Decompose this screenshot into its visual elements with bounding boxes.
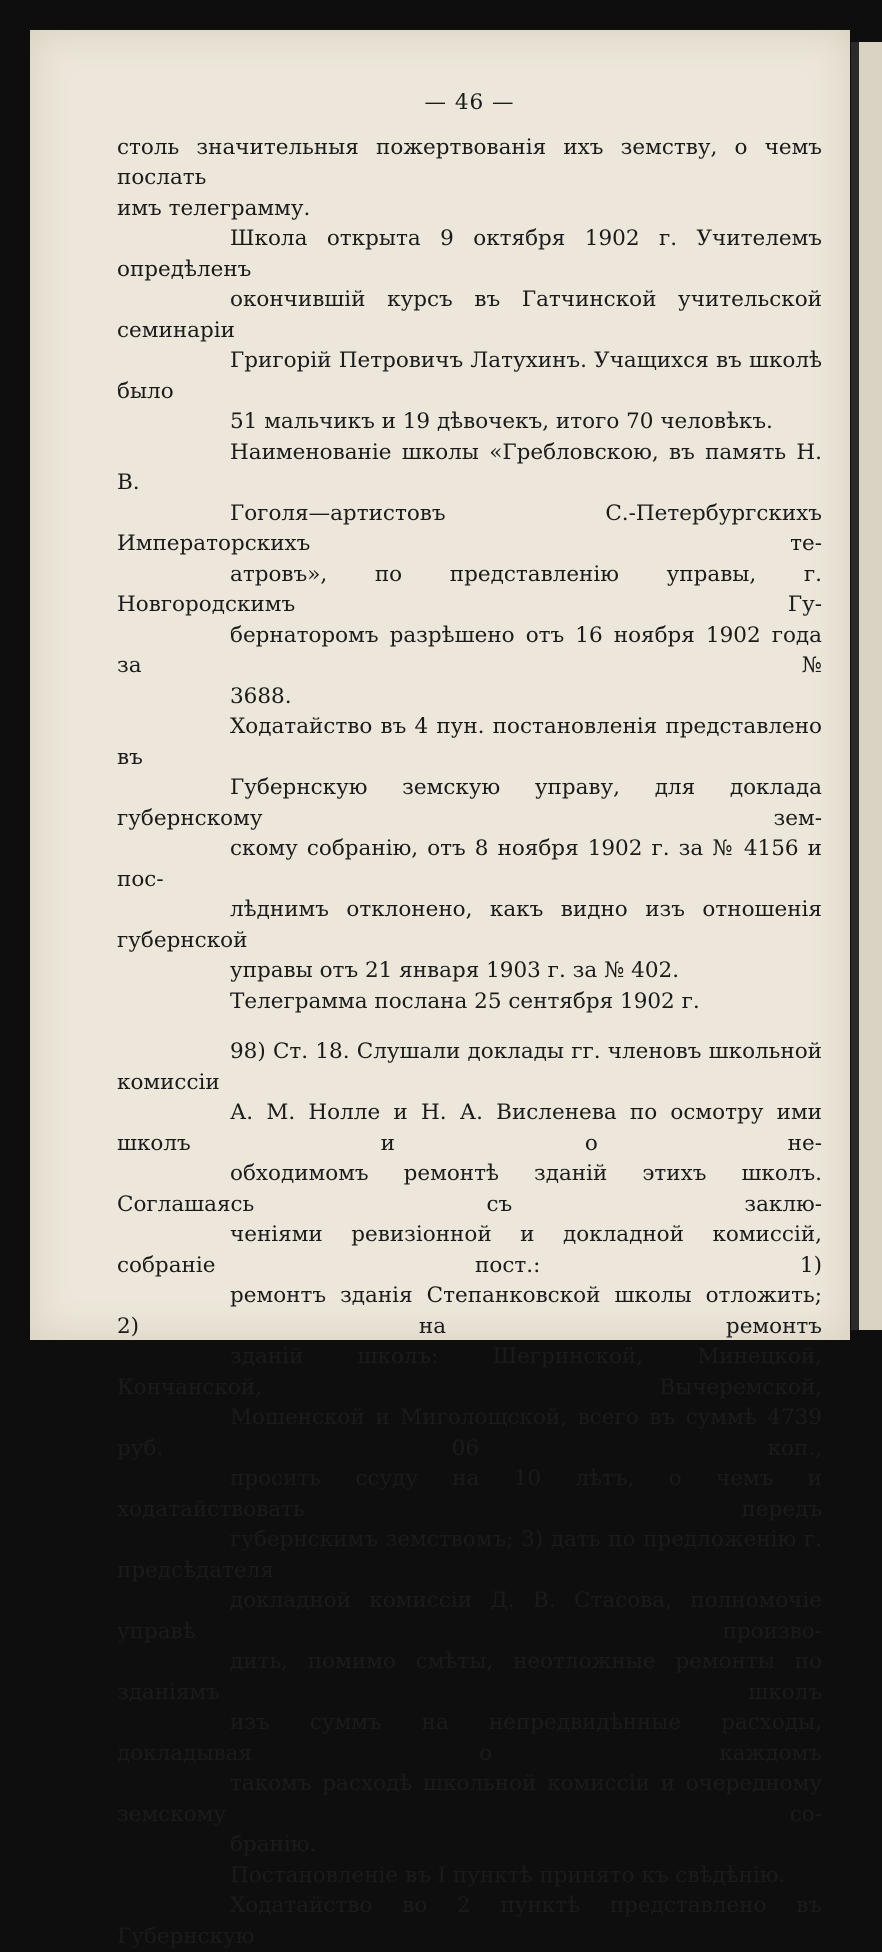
paragraph-telegram — [117, 987, 822, 1018]
page-number: — 46 — — [424, 90, 515, 115]
text-line: такомъ расходѣ школьной комиссіи и очередному земскому со- — [117, 1771, 822, 1827]
paragraph-school-opening — [117, 224, 822, 438]
paragraph-petition — [117, 712, 822, 987]
text-line: 98) Ст. 18. Слушали доклады гг. членовъ школьной комиссіи — [117, 1039, 822, 1095]
text-line: Ходатайство во 2 пунктѣ представлено въ Губернскую — [117, 1893, 822, 1949]
text-line: лѣднимъ отклонено, какъ видно изъ отношенія губернской — [117, 897, 822, 953]
text-line: Школа открыта 9 октября 1902 г. Учителемъ опредѣленъ — [117, 226, 822, 282]
paragraph-resolution-note — [117, 1861, 822, 1892]
text-line: 3688. — [230, 683, 292, 709]
text-line: просить ссуду на 10 лѣтъ, о чемъ и ходатайствовать передъ — [117, 1466, 822, 1522]
page-text — [117, 88, 822, 1952]
text-line: имъ телеграмму. — [117, 195, 311, 221]
text-line: Телеграмма послана 25 сентября 1902 г. — [230, 988, 700, 1014]
text-line: скому собранію, отъ 8 ноября 1902 г. за № 4156 и пос- — [117, 836, 822, 892]
text-line: ремонтъ зданія Степанковской школы отложить; 2) на ремонтъ — [117, 1283, 822, 1339]
text-line: Ходатайство въ 4 пун. постановленія представлено въ — [117, 714, 822, 770]
paragraph-school-naming — [117, 438, 822, 713]
text-line: ченіями ревизіонной и докладной комиссій, собраніе пост.: 1) — [117, 1222, 822, 1278]
text-line: докладной комиссіи Д. В. Стасова, полномочіе управѣ произво- — [117, 1588, 822, 1644]
paragraph-continuation — [117, 133, 822, 225]
text-line: губернскимъ земствомъ; 3) дать по предложенію г. предсѣдателя — [117, 1527, 822, 1583]
text-line: бранію. — [230, 1832, 317, 1857]
text-line: зданій школъ: Шегринской, Минецкой, Кончанской, Вычеремской, — [117, 1344, 822, 1400]
text-line: бернаторомъ разрѣшено отъ 16 ноября 1902 года за № — [117, 622, 822, 678]
adjacent-page-edge — [851, 42, 882, 1330]
paragraph-item-98 — [117, 1037, 822, 1861]
text-line: дить, помимо смѣты, неотложные ремонты по зданіямъ школъ — [117, 1649, 822, 1705]
text-line: изъ суммъ на непредвидѣнные расходы, докладывая о каждомъ — [117, 1710, 822, 1766]
text-line: Григорій Петровичъ Латухинъ. Учащихся въ школѣ было — [117, 348, 822, 404]
text-line: Гоголя—артистовъ С.-Петербургскихъ Императорскихъ те- — [117, 500, 822, 556]
text-line: 51 мальчикъ и 19 дѣвочекъ, итого 70 человѣкъ. — [230, 409, 773, 434]
text-line: Наименованіе школы «Гребловскою, въ память Н. В. — [117, 439, 822, 495]
text-line: обходимомъ ремонтѣ зданій этихъ школъ. Соглашаясь съ заклю- — [117, 1161, 822, 1217]
text-line: Постановленіе въ I пунктѣ принято къ свѣдѣнію. — [230, 1862, 786, 1888]
text-line: управы отъ 21 января 1903 г. за № 402. — [230, 958, 680, 983]
text-line: Мошенской и Миголощской, всего въ суммѣ 4739 руб. 06 коп., — [117, 1405, 822, 1461]
text-line: Губернскую земскую управу, для доклада губернскому зем- — [117, 775, 822, 831]
text-line: А. М. Нолле и Н. А. Висленева по осмотру ими школъ и о не- — [117, 1100, 822, 1156]
paragraph-petition-note — [117, 1891, 822, 1952]
text-line: атровъ», по представленію управы, г. Новгородскимъ Гу- — [117, 561, 822, 617]
text-line: окончившій курсъ въ Гатчинской учительской семинаріи — [117, 287, 822, 343]
text-line: столь значительныя пожертвованія ихъ земству, о чемъ послать — [117, 134, 822, 190]
